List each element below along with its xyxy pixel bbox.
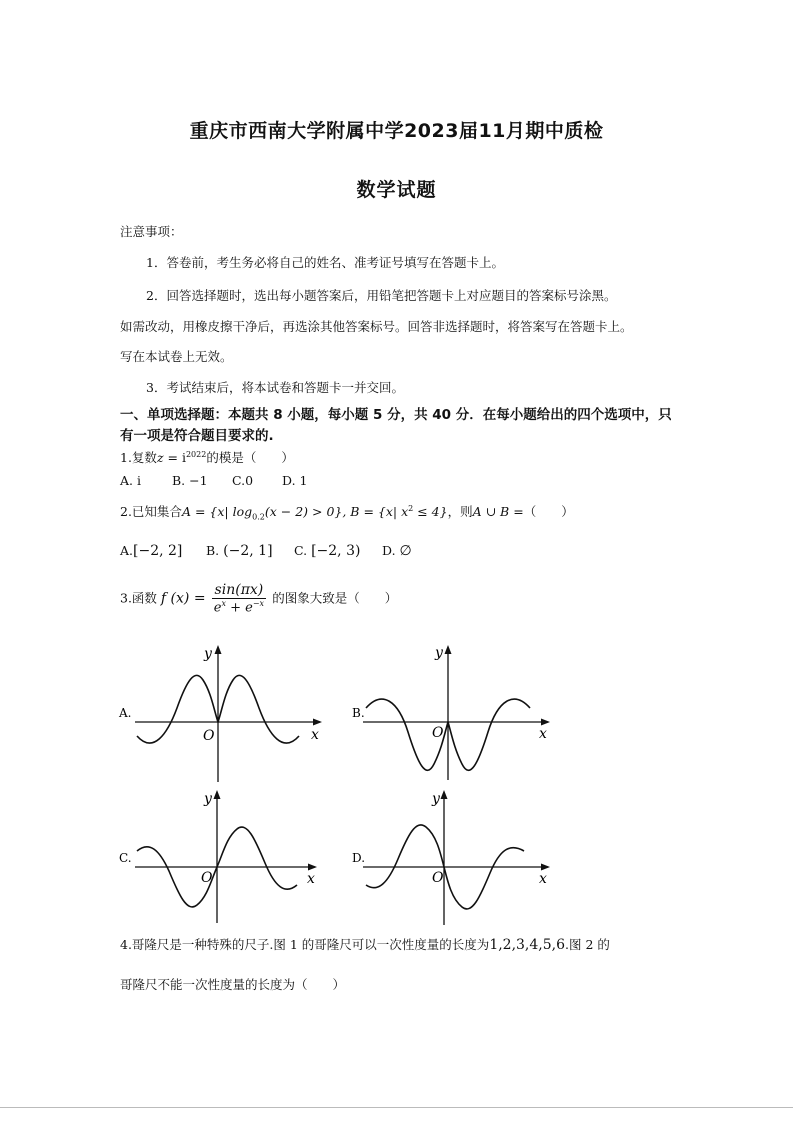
q3-suffix: 的图象大致是（ ） bbox=[272, 590, 398, 606]
graph-b-x-arrow bbox=[541, 719, 550, 726]
graph-b-y-arrow bbox=[445, 645, 452, 654]
q1-prefix: 1.复数 bbox=[120, 450, 157, 465]
q3-numerator: sin(πx) bbox=[212, 583, 267, 599]
notice-item-3: 3．考试结束后，将本试卷和答题卡一并交回。 bbox=[146, 380, 404, 395]
graph-b-x-label: x bbox=[539, 726, 547, 742]
graph-d-y-label: y bbox=[432, 791, 440, 807]
q2-mid: ，则 bbox=[447, 504, 473, 519]
notice-item-2-line-1: 2．回答选择题时，选出每小题答案后，用铅笔把答题卡上对应题目的答案标号涂黑。 bbox=[146, 288, 617, 303]
q3-prefix: 3.函数 bbox=[120, 590, 157, 606]
question-1 bbox=[120, 448, 294, 466]
notice-heading: 注意事项： bbox=[120, 224, 183, 239]
q4-values: 1,2,3,4,5,6 bbox=[489, 937, 566, 953]
graph-a-origin: O bbox=[203, 728, 215, 744]
q2-option-a: A.[−2, 2] bbox=[120, 543, 183, 559]
graph-d-x-label: x bbox=[539, 871, 547, 887]
graph-c-x-label: x bbox=[307, 871, 315, 887]
graph-d bbox=[348, 785, 563, 925]
q2-set-a-rest: (x − 2) > 0} bbox=[264, 504, 343, 519]
notice-item-2-line-2: 如需改动，用橡皮擦干净后，再选涂其他答案标号。回答非选择题时，将答案写在答题卡上。 bbox=[120, 319, 633, 334]
graph-b-label: B. bbox=[352, 706, 365, 720]
q2-option-b: B. (−2, 1] bbox=[206, 543, 273, 559]
q2-suffix: （ ） bbox=[523, 504, 574, 519]
graph-a-label: A. bbox=[119, 706, 132, 720]
q2-option-c: C. [−2, 3) bbox=[294, 543, 361, 559]
q1-option-a: A. i bbox=[120, 473, 141, 488]
q2-union: A ∪ B = bbox=[472, 504, 524, 519]
notice-item-1: 1．答卷前，考生务必将自己的姓名、准考证号填写在答题卡上。 bbox=[146, 255, 504, 270]
q2-set-b-exponent: 2 bbox=[408, 503, 414, 513]
graph-c-origin: O bbox=[201, 870, 213, 886]
graph-b-y-label: y bbox=[435, 645, 443, 661]
section-1-heading-line-1: 一、单项选择题：本题共 8 小题，每小题 5 分，共 40 分．在每小题给出的四个选项中，只 bbox=[120, 407, 672, 423]
graph-d-y-arrow bbox=[441, 790, 448, 799]
q3-fraction bbox=[212, 583, 267, 614]
graph-c-x-arrow bbox=[308, 864, 317, 871]
q2-prefix: 2.已知集合 bbox=[120, 504, 182, 519]
q1-base: i bbox=[181, 450, 186, 465]
graph-a bbox=[115, 640, 330, 785]
q2-log-base: 0.2 bbox=[252, 512, 265, 522]
q1-suffix: 的模是（ ） bbox=[206, 450, 294, 465]
graph-d-label: D. bbox=[352, 851, 366, 865]
graph-c-label: C. bbox=[119, 851, 132, 865]
graph-a-y-label: y bbox=[204, 646, 212, 662]
graph-d-origin: O bbox=[432, 870, 444, 886]
q1-exponent: 2022 bbox=[185, 449, 207, 459]
graph-a-x-arrow bbox=[313, 719, 322, 726]
q4-line-1-prefix: 4.哥隆尺是一种特殊的尺子.图 1 的哥隆尺可以一次性度量的长度为 bbox=[120, 937, 490, 952]
q2-option-d: D. ∅ bbox=[382, 543, 412, 559]
q1-option-c: C.0 bbox=[232, 473, 254, 488]
graph-a-x-label: x bbox=[311, 727, 319, 743]
q1-equals: = bbox=[163, 450, 182, 465]
page-subtitle: 数学试题 bbox=[356, 179, 437, 201]
question-4-line-2: 哥隆尺不能一次性度量的长度为（ ） bbox=[120, 977, 346, 992]
graph-a-y-arrow bbox=[215, 645, 222, 654]
graph-b bbox=[348, 640, 563, 785]
graph-c-y-label: y bbox=[204, 791, 212, 807]
notice-item-2-line-3: 写在本试卷上无效。 bbox=[120, 349, 233, 364]
q4-line-1-suffix: .图 2 的 bbox=[565, 937, 610, 952]
q2-set-b: , B = {x| x bbox=[342, 504, 409, 519]
page-bottom-rule bbox=[0, 1107, 793, 1108]
graph-c-y-arrow bbox=[214, 790, 221, 799]
page-title: 重庆市西南大学附属中学2023届11月期中质检 bbox=[189, 120, 604, 142]
q3-function: f (x) = bbox=[160, 590, 206, 607]
graph-d-x-arrow bbox=[541, 864, 550, 871]
q1-option-d: D. 1 bbox=[282, 473, 308, 488]
q1-variable: z bbox=[156, 450, 164, 465]
question-4-line-1 bbox=[120, 935, 610, 953]
graph-b-origin: O bbox=[432, 725, 444, 741]
q1-option-b: B. −1 bbox=[172, 473, 208, 488]
q2-set-b-rest: ≤ 4} bbox=[413, 504, 448, 519]
section-1-heading-line-2: 有一项是符合题目要求的. bbox=[120, 428, 274, 444]
q3-denominator: $e^x + e^{-x}$ bbox=[213, 599, 265, 616]
question-2 bbox=[120, 502, 574, 522]
question-3 bbox=[120, 583, 397, 614]
graph-c bbox=[115, 785, 330, 925]
q2-set-a: A = {x| log bbox=[181, 504, 253, 519]
